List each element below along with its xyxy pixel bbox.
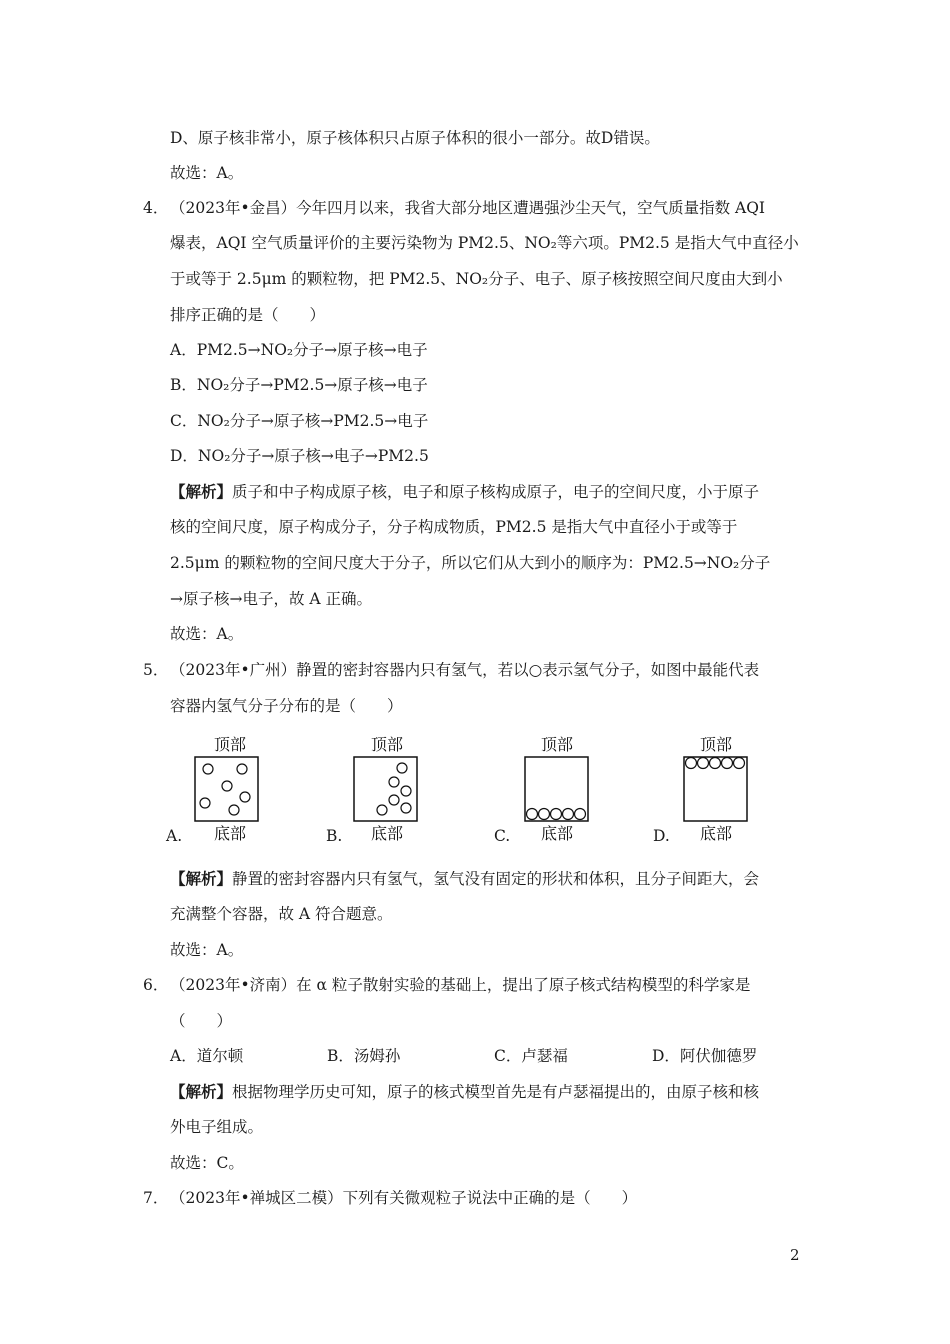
analysis-line: 质子和中子构成原子核，电子和原子核构成原子，电子的空间尺度，小于原子	[232, 483, 760, 501]
molecule-circle	[734, 758, 745, 769]
previous-option-d-explanation: D、原子核非常小，原子核体积只占原子体积的很小一部分。故D错误。	[170, 129, 660, 147]
analysis-line: 静置的密封容器内只有氢气，氢气没有固定的形状和体积，且分子间距大，会	[232, 870, 760, 888]
question-5-stem-line: （2023年•广州）静置的密封容器内只有氢气，若以○表示氢气分子，如图中最能代表	[170, 661, 760, 679]
container-figure-a	[190, 732, 270, 844]
question-4-option-c: C．NO₂分子→原子核→PM2.5→电子	[170, 412, 429, 430]
question-4-stem-line: （2023年•金昌）今年四月以来，我省大部分地区遭遇强沙尘天气，空气质量指数 AQI	[170, 199, 766, 217]
molecule-circle	[686, 758, 697, 769]
container-figure-c	[519, 732, 599, 844]
molecule-circle	[229, 805, 239, 815]
analysis-line: →原子核→电子，故 A 正确。	[170, 590, 373, 608]
top-label: 顶部	[540, 735, 574, 754]
question-6-stem-line: （ ）	[170, 1012, 233, 1030]
question-4-number: 4．	[143, 199, 169, 217]
bottom-label: 底部	[213, 824, 247, 843]
question-6-stem-line: （2023年•济南）在 α 粒子散射实验的基础上，提出了原子核式结构模型的科学家是	[170, 976, 751, 994]
question-4-stem-line: 排序正确的是（ ）	[170, 306, 326, 324]
question-6-option-a: A．道尔顿	[170, 1047, 244, 1065]
question-6-answer: 故选：C。	[170, 1154, 244, 1172]
top-label: 顶部	[370, 735, 404, 754]
figure-option-label-b: B.	[326, 827, 343, 845]
analysis-line: 核的空间尺度，原子构成分子，分子构成物质，PM2.5 是指大气中直径小于或等于	[170, 518, 738, 536]
figure-option-label-d: D.	[653, 827, 670, 845]
molecule-circle	[698, 758, 709, 769]
question-4-stem-line: 于或等于 2.5μm 的颗粒物，把 PM2.5、NO₂分子、电子、原子核按照空间尺度由大到小	[170, 270, 783, 288]
question-5-analysis	[170, 869, 759, 889]
molecule-circle	[527, 809, 538, 820]
analysis-tag: 【解析】	[170, 482, 233, 501]
molecule-circle	[203, 764, 213, 774]
question-7-number: 7．	[143, 1189, 169, 1207]
molecule-circle	[397, 763, 407, 773]
molecule-circle	[539, 809, 550, 820]
bottom-label: 底部	[540, 824, 574, 843]
question-4-analysis	[170, 482, 759, 502]
molecule-circle	[710, 758, 721, 769]
question-4-option-a: A．PM2.5→NO₂分子→原子核→电子	[170, 341, 428, 359]
container-figure-b	[349, 732, 429, 844]
previous-answer: 故选：A。	[170, 164, 244, 182]
analysis-tag: 【解析】	[170, 869, 233, 888]
molecule-circle	[563, 809, 574, 820]
molecule-circle	[722, 758, 733, 769]
analysis-line: 外电子组成。	[170, 1118, 264, 1136]
question-7-stem-line: （2023年•禅城区二模）下列有关微观粒子说法中正确的是（ ）	[170, 1189, 638, 1207]
question-6-analysis	[170, 1082, 759, 1102]
analysis-tag: 【解析】	[170, 1082, 233, 1101]
question-4-stem-line: 爆表，AQI 空气质量评价的主要污染物为 PM2.5、NO₂等六项。PM2.5 是指大气中直径小	[170, 234, 799, 252]
container-figure-d	[678, 732, 758, 844]
molecule-circle	[401, 786, 411, 796]
figure-option-label-c: C.	[494, 827, 511, 845]
top-label: 顶部	[213, 735, 247, 754]
molecule-circle	[389, 777, 399, 787]
question-5-number: 5．	[143, 661, 169, 679]
analysis-line: 充满整个容器，故 A 符合题意。	[170, 905, 393, 923]
molecule-circle	[240, 792, 250, 802]
question-4-answer: 故选：A。	[170, 625, 244, 643]
question-6-option-b: B．汤姆孙	[327, 1047, 401, 1065]
molecule-circle	[401, 803, 411, 813]
molecule-circle	[222, 781, 232, 791]
molecule-circle	[200, 798, 210, 808]
question-6-option-c: C．卢瑟福	[494, 1047, 568, 1065]
question-6-number: 6．	[143, 976, 169, 994]
analysis-line: 根据物理学历史可知，原子的核式模型首先是有卢瑟福提出的，由原子核和核	[232, 1083, 760, 1101]
molecule-circle	[377, 805, 387, 815]
analysis-line: 2.5μm 的颗粒物的空间尺度大于分子，所以它们从大到小的顺序为：PM2.5→NO₂分子	[170, 554, 771, 572]
figure-option-label-a: A.	[166, 827, 183, 845]
question-6-option-d: D．阿伏伽德罗	[652, 1047, 758, 1065]
question-5-stem-line: 容器内氢气分子分布的是（ ）	[170, 697, 403, 715]
molecule-circle	[237, 764, 247, 774]
molecule-circle	[389, 795, 399, 805]
page-number: 2	[790, 1246, 800, 1264]
question-5-answer: 故选：A。	[170, 941, 244, 959]
molecule-circle	[551, 809, 562, 820]
question-4-option-b: B．NO₂分子→PM2.5→原子核→电子	[170, 376, 428, 394]
bottom-label: 底部	[699, 824, 733, 843]
bottom-label: 底部	[370, 824, 404, 843]
top-label: 顶部	[699, 735, 733, 754]
question-4-option-d: D．NO₂分子→原子核→电子→PM2.5	[170, 447, 429, 465]
molecule-circle	[575, 809, 586, 820]
